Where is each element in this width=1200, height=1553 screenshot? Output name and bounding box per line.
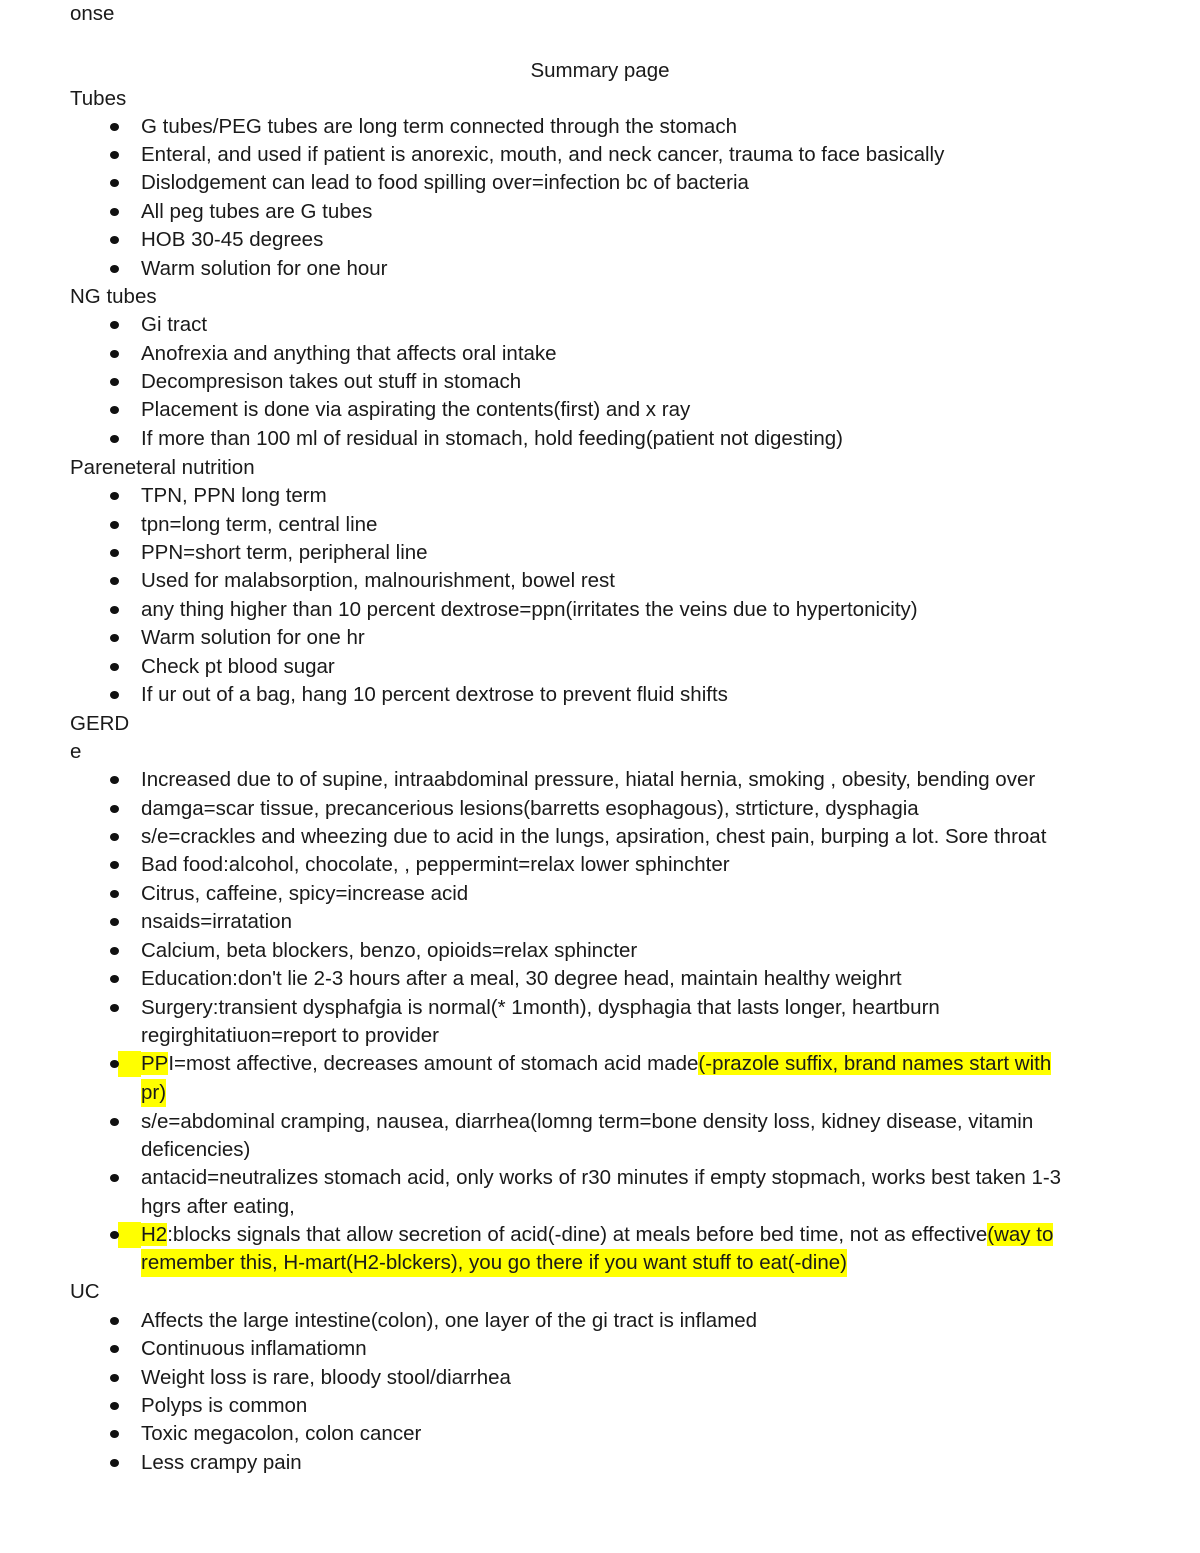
section-heading-uc: UC <box>70 1280 100 1303</box>
bullet-icon <box>110 634 119 642</box>
section-heading-ng-tubes: NG tubes <box>70 285 157 308</box>
highlight: remember this, H-mart(H2-blckers), you go there if you want stuff to eat(-dine) <box>141 1249 847 1277</box>
bullet-icon <box>110 265 119 273</box>
bullet-icon <box>110 179 119 187</box>
bullet-icon <box>110 776 119 784</box>
bullet-icon <box>110 1118 119 1126</box>
bullet-icon <box>110 435 119 443</box>
bullet-icon <box>110 236 119 244</box>
bullet-icon <box>110 208 119 216</box>
bullet-icon <box>110 1231 119 1239</box>
bullet-icon <box>110 1459 119 1467</box>
bullet-icon <box>110 521 119 529</box>
bullet-icon <box>110 1004 119 1012</box>
bullet-icon <box>110 406 119 414</box>
bullet-icon <box>110 975 119 983</box>
bullet-icon <box>110 918 119 926</box>
section-heading-tubes: Tubes <box>70 87 127 110</box>
bullet-icon <box>110 321 119 329</box>
highlight: (-prazole suffix, brand names start with <box>698 1052 1052 1075</box>
bullet-icon <box>110 1374 119 1382</box>
bullet-icon <box>110 663 119 671</box>
highlight: pr) <box>141 1079 166 1107</box>
bullet-icon <box>110 1317 119 1325</box>
bullet-icon <box>110 151 119 159</box>
bullet-icon <box>110 805 119 813</box>
highlight: PP <box>141 1052 169 1075</box>
bullet-icon <box>110 606 119 614</box>
section-heading-gerd: GERD <box>70 712 130 735</box>
document-page: onse Summary page Tubes G tubes/PEG tubes are long term connected through the stomach Enteral, and used if patient is anorexic, mouth, and neck cancer, trauma to face basically Dislodgement can lead to food spilling over=infection bc of bacteria All peg tubes are G tubes HOB 30-45 degrees Warm solution for one hour NG tubes Gi tract Anofrexia and anything that affects oral intake Decompresison takes out stuff in stomach Placement is done via aspirating the contents(first) and x ray If more than 100 ml of residual in stomach, hold feeding(patient not digesting) Pareneteral nutrition TPN, PPN long term tpn=long term, central line PPN=short term, peripheral line Used for malabsorption, malnourishment, bowel rest any thing higher than 10 percent dextrose=ppn(irritates the veins due to hypertonicity) Warm solution for one hr Check pt blood sugar If ur out of a bag, hang 10 percent dextrose to prevent fluid shifts GERD e Increased due to of supine, intraabdominal pressure, hiatal hernia, smoking , obesity, bending over damga=scar tissue, precancerious lesions(barretts esophagous), strticture, dysphagia s/e=crackles and wheezing due to acid in the lungs, apsiration, chest pain, burping a lot. Sore throat Bad food:alcohol, chocolate, , peppermint=relax lower sphinchter Citrus, caffeine, spicy=increase acid nsaids=irratation Calcium, beta blockers, benzo, opioids=relax sphincter Education:don't lie 2-3 hours after a meal, 30 degree head, maintain healthy weighrt Surgery:transient dysphafgia is normal(* 1month), dysphagia that lasts longer, heartburn regirghitatiuon=report to provider PPI=most affective, decreases amount of stomach acid made(-prazole suffix, brand names start with pr) s/e=abdominal cramping, nausea, diarrhea(lomng term=bone density loss, kidney disease, vitamin deficencies) antacid=neutralizes stomach acid, only works of r30 minutes if empty stopmach, works best taken 1-3 hgrs after eating, H2:blocks signals that allow secretion of acid(-dine) at meals before bed time, not as effective(way to remember this, H-mart(H2-blckers), you go there if you want stuff to eat(-dine) UC Affects the large intestine(colon), one layer of the gi tract is inflamed Continuous inflamatiomn Weight loss is rare, bloody stool/diarrhea Polyps is common Toxic megacolon, colon cancer Less crampy pain <box>0 0 1200 1553</box>
stray-text: e <box>70 740 82 763</box>
bullet-icon <box>110 350 119 358</box>
bullet-icon <box>110 123 119 131</box>
bullet-icon <box>110 691 119 699</box>
bullet-icon <box>110 1430 119 1438</box>
running-header: onse <box>70 2 115 25</box>
bullet-icon <box>110 833 119 841</box>
bullet-icon <box>110 549 119 557</box>
highlight: (way to <box>987 1223 1054 1246</box>
bullet-icon <box>110 378 119 386</box>
bullet-icon <box>110 1345 119 1353</box>
bullet-icon <box>110 890 119 898</box>
bullet-icon <box>110 577 119 585</box>
highlight: H2 <box>141 1223 168 1246</box>
section-heading-parenteral-nutrition: Pareneteral nutrition <box>70 456 255 479</box>
bullet-icon <box>110 861 119 869</box>
bullet-icon <box>110 1174 119 1182</box>
bullet-icon <box>110 1060 119 1068</box>
bullet-icon <box>110 947 119 955</box>
bullet-icon <box>110 1402 119 1410</box>
page-title: Summary page <box>530 59 670 82</box>
bullet-icon <box>110 492 119 500</box>
